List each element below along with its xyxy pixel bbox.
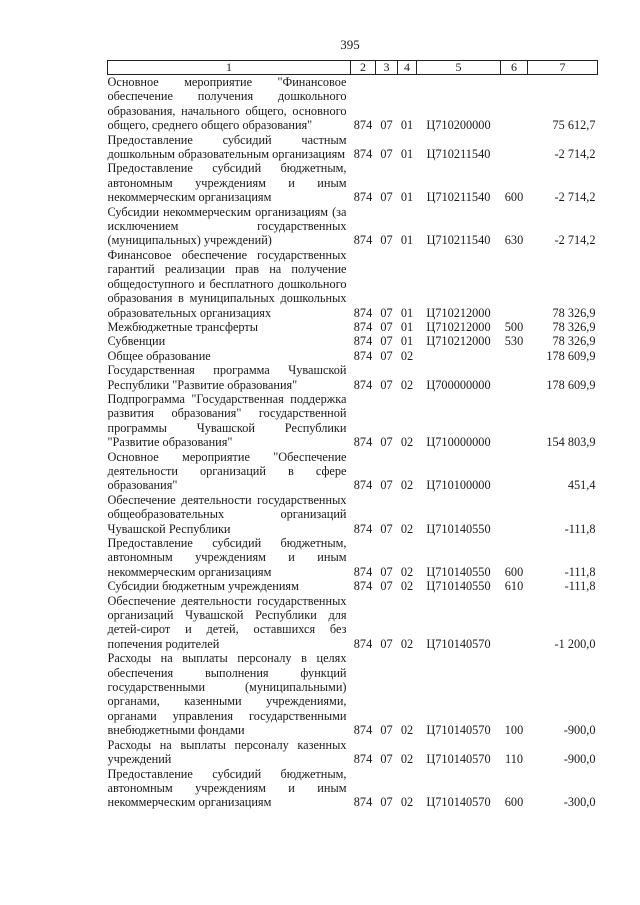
cell-col4: 02 <box>400 377 414 392</box>
row-name: Предоставление субсидий бюджетным, автономным учреждениям и иным некоммерческим организациям <box>107 161 347 205</box>
cell-col5: Ц710212000 <box>426 334 491 349</box>
cell-col4: 02 <box>400 752 414 767</box>
cell-col3: 07 <box>380 478 393 493</box>
row-name: Финансовое обеспечение государственных гарантий реализации прав на получение общедоступного и бесплатного дошкольного образования в муниципальных дошкольных образовательных организациях <box>107 247 347 320</box>
cell-col3: 07 <box>380 521 393 536</box>
cell-col5: Ц700000000 <box>426 377 491 392</box>
cell-col3: 07 <box>380 118 393 133</box>
cell-col4: 01 <box>400 334 414 349</box>
table-row <box>108 767 598 810</box>
cell-col3: 07 <box>380 348 393 363</box>
row-name: Обеспечение деятельности государственных организаций Чувашской Республики для детей-сирот и детей, оставшихся без попечения родителей <box>107 593 347 651</box>
cell-col3: 07 <box>380 305 393 320</box>
table-row <box>108 536 598 579</box>
row-name: Подпрограмма "Государственная поддержка развития образования" государственной программы Чувашской Республики "Развитие образования" <box>107 391 347 450</box>
row-name: Субсидии некоммерческим организациям (за исключением государственных (муниципальных) учреждений) <box>107 204 347 248</box>
cell-col6 <box>501 363 528 392</box>
table-row <box>108 248 598 320</box>
table-row <box>108 651 598 737</box>
cell-col2: 874 <box>353 723 373 738</box>
cell-amount: 178 609,9 <box>546 377 596 392</box>
cell-col4: 02 <box>400 521 414 536</box>
cell-col2: 874 <box>353 118 373 133</box>
row-name: Обеспечение деятельности государственных общеобразовательных организаций Чувашской Республики <box>107 492 347 536</box>
cell-col5: Ц710140550 <box>426 564 491 579</box>
table-row <box>108 75 598 133</box>
cell-col4: 01 <box>400 233 414 248</box>
table-row <box>108 392 598 450</box>
cell-col3: 07 <box>380 334 393 349</box>
cell-col3: 07 <box>380 795 393 810</box>
row-name: Основное мероприятие "Обеспечение деятельности организаций в сфере образования" <box>107 449 347 493</box>
cell-col4: 01 <box>400 319 414 334</box>
cell-col3: 07 <box>380 636 393 651</box>
cell-col6 <box>501 450 528 493</box>
cell-amount: 75 612,7 <box>552 118 596 133</box>
cell-amount: 451,4 <box>567 478 596 493</box>
cell-col5: Ц710140570 <box>426 636 491 651</box>
cell-col5: Ц710140550 <box>426 521 491 536</box>
row-name: Основное мероприятие "Финансовое обеспечение получения дошкольного образования, начального общего, основного общего, среднего общего образования" <box>107 75 347 133</box>
cell-col2: 874 <box>353 579 373 594</box>
cell-col5: Ц710140570 <box>426 795 491 810</box>
cell-col4: 01 <box>400 190 414 205</box>
cell-col2: 874 <box>353 521 373 536</box>
cell-col4: 02 <box>400 636 414 651</box>
cell-col6: 500 <box>504 319 524 334</box>
cell-col6: 600 <box>504 564 524 579</box>
cell-col5: Ц710211540 <box>426 147 491 162</box>
table-row <box>108 320 598 334</box>
table-row <box>108 594 598 652</box>
column-header: 3 <box>376 61 398 75</box>
row-name: Расходы на выплаты персоналу в целях обеспечения выполнения функций государственными (муниципальными) органами, казенными учреждениями, органами управления государственными внебюджетными фондами <box>107 651 347 738</box>
cell-col3: 07 <box>380 435 393 450</box>
cell-col6 <box>501 75 528 133</box>
column-header: 2 <box>351 61 376 75</box>
cell-col4: 01 <box>400 305 414 320</box>
cell-amount: -1 200,0 <box>554 636 596 651</box>
row-name: Предоставление субсидий бюджетным, автономным учреждениям и иным некоммерческим организациям <box>107 766 347 810</box>
cell-col6: 600 <box>504 190 524 205</box>
cell-col5: Ц710200000 <box>426 118 491 133</box>
cell-col2: 874 <box>353 147 373 162</box>
cell-col6 <box>501 594 528 652</box>
cell-amount: -2 714,2 <box>554 190 596 205</box>
row-name: Межбюджетные трансферты <box>107 319 259 334</box>
column-header: 1 <box>108 61 351 75</box>
cell-col6: 110 <box>505 752 523 767</box>
cell-col4: 01 <box>400 147 414 162</box>
table-row <box>108 450 598 493</box>
cell-col5: Ц710000000 <box>426 435 491 450</box>
header-row <box>108 61 598 75</box>
cell-col3: 07 <box>380 723 393 738</box>
cell-amount: -111,8 <box>564 521 596 536</box>
cell-col4: 02 <box>400 795 414 810</box>
cell-col5: Ц710140570 <box>426 752 491 767</box>
cell-col2: 874 <box>353 435 373 450</box>
cell-col4: 02 <box>400 564 414 579</box>
cell-col4: 01 <box>400 118 414 133</box>
cell-col3: 07 <box>380 377 393 392</box>
cell-col3: 07 <box>380 319 393 334</box>
cell-col6: 100 <box>504 723 524 738</box>
cell-col6 <box>501 248 528 320</box>
row-name: Государственная программа Чувашской Республики "Развитие образования" <box>107 363 347 392</box>
row-name: Субвенции <box>107 334 166 349</box>
cell-col3: 07 <box>380 190 393 205</box>
cell-amount: 78 326,9 <box>552 319 596 334</box>
row-name: Субсидии бюджетным учреждениям <box>107 579 299 594</box>
cell-col6: 610 <box>504 579 524 594</box>
cell-col3: 07 <box>380 752 393 767</box>
cell-col6: 630 <box>504 233 524 248</box>
cell-col4: 02 <box>400 723 414 738</box>
cell-col6 <box>501 493 528 536</box>
cell-col2: 874 <box>353 319 373 334</box>
table-row <box>108 579 598 593</box>
cell-col6 <box>501 133 528 162</box>
cell-col3: 07 <box>380 233 393 248</box>
cell-amount: -111,8 <box>564 564 596 579</box>
cell-col5: Ц710140550 <box>426 579 491 594</box>
cell-col2: 874 <box>353 564 373 579</box>
cell-amount: 154 803,9 <box>546 435 596 450</box>
cell-col6 <box>501 349 528 363</box>
cell-col2: 874 <box>353 795 373 810</box>
cell-amount: 78 326,9 <box>552 334 596 349</box>
cell-col2: 874 <box>353 334 373 349</box>
cell-col5: Ц710211540 <box>426 233 491 248</box>
cell-amount: -111,8 <box>564 579 596 594</box>
cell-amount: -2 714,2 <box>554 147 596 162</box>
table-row <box>108 205 598 248</box>
cell-col6: 600 <box>504 795 524 810</box>
table-row <box>108 363 598 392</box>
cell-amount: -300,0 <box>563 795 596 810</box>
cell-amount: -2 714,2 <box>554 233 596 248</box>
cell-col4: 02 <box>400 348 414 363</box>
cell-amount: 78 326,9 <box>552 305 596 320</box>
cell-amount: 178 609,9 <box>546 348 596 363</box>
cell-col2: 874 <box>353 636 373 651</box>
cell-col2: 874 <box>353 377 373 392</box>
column-header: 5 <box>417 61 501 75</box>
row-name: Общее образование <box>107 348 211 363</box>
cell-col4: 02 <box>400 478 414 493</box>
table-row <box>108 133 598 162</box>
cell-col6 <box>501 392 528 450</box>
cell-col3: 07 <box>380 564 393 579</box>
cell-col2: 874 <box>353 348 373 363</box>
cell-amount: -900,0 <box>563 723 596 738</box>
cell-col2: 874 <box>353 233 373 248</box>
table-row <box>108 349 598 363</box>
table-row <box>108 493 598 536</box>
table-row <box>108 738 598 767</box>
cell-col5: Ц710140570 <box>426 723 491 738</box>
table-row <box>108 161 598 204</box>
cell-col4: 02 <box>400 579 414 594</box>
row-name: Предоставление субсидий бюджетным, автономным учреждениям и иным некоммерческим организациям <box>107 536 347 579</box>
column-header: 6 <box>501 61 528 75</box>
table-row <box>108 334 598 348</box>
row-name: Расходы на выплаты персоналу казенных учреждений <box>107 737 347 767</box>
column-header: 4 <box>398 61 417 75</box>
cell-col3: 07 <box>380 147 393 162</box>
cell-amount: -900,0 <box>563 752 596 767</box>
cell-col2: 874 <box>353 190 373 205</box>
column-header: 7 <box>528 61 598 75</box>
cell-col2: 874 <box>353 305 373 320</box>
page-number: 395 <box>340 37 360 52</box>
cell-col5: Ц710212000 <box>426 319 491 334</box>
cell-col5: Ц710211540 <box>426 190 491 205</box>
cell-col5 <box>417 349 501 363</box>
cell-col6: 530 <box>504 334 524 349</box>
cell-col2: 874 <box>353 752 373 767</box>
cell-col5: Ц710212000 <box>426 305 491 320</box>
cell-col3: 07 <box>380 579 393 594</box>
cell-col2: 874 <box>353 478 373 493</box>
row-name: Предоставление субсидий частным дошкольным образовательным организациям <box>107 132 347 162</box>
cell-col5: Ц710100000 <box>426 478 491 493</box>
budget-table <box>107 60 598 810</box>
cell-col4: 02 <box>400 435 414 450</box>
